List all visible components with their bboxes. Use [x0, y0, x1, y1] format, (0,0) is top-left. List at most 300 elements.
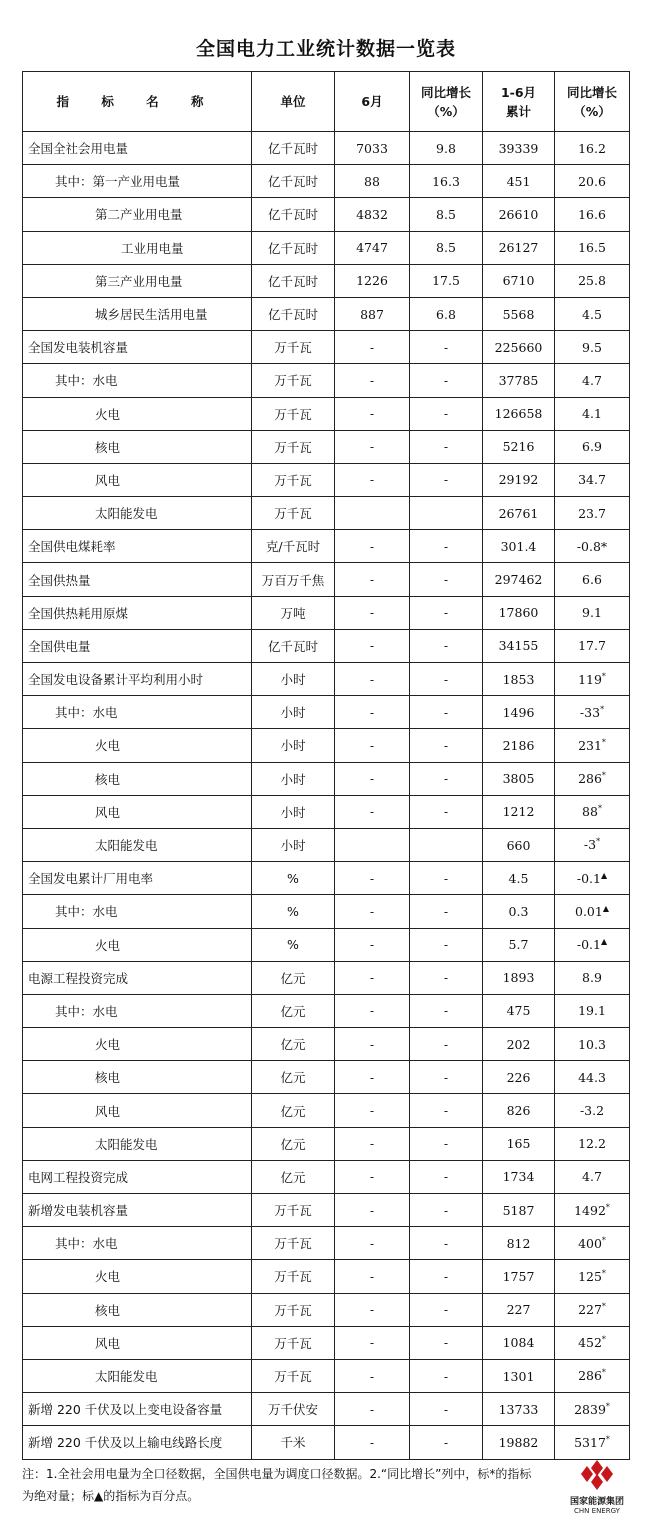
row-name: 全国供热耗用原煤	[23, 596, 252, 629]
row-ytd: 5568	[483, 297, 555, 330]
row-june: -	[335, 1426, 410, 1459]
row-yoy: -	[410, 1326, 483, 1359]
row-ytd-yoy: 6.6	[555, 563, 630, 596]
table-row	[23, 297, 630, 330]
row-name: 火电	[23, 1260, 252, 1293]
row-june: -	[335, 1227, 410, 1260]
row-mark: *	[605, 1434, 610, 1444]
row-ytd-yoy: -0.1▲	[555, 928, 630, 961]
row-name: 工业用电量	[23, 231, 252, 264]
row-unit: 亿千瓦时	[252, 231, 335, 264]
table-header-row	[23, 72, 630, 132]
row-yoy: -	[410, 961, 483, 994]
table-row	[23, 231, 630, 264]
row-name: 风电	[23, 1326, 252, 1359]
logo-text-cn: 国家能源集团	[569, 1497, 624, 1507]
row-ytd-yoy: 0.01▲	[555, 895, 630, 928]
row-unit: %	[252, 928, 335, 961]
row-unit: 亿元	[252, 1127, 335, 1160]
row-ytd-yoy: 227*	[555, 1293, 630, 1326]
row-name: 新增发电装机容量	[23, 1194, 252, 1227]
row-name: 其中：水电	[23, 994, 252, 1027]
row-june: -	[335, 1359, 410, 1392]
row-ytd: 2186	[483, 729, 555, 762]
row-name: 电源工程投资完成	[23, 961, 252, 994]
row-ytd: 660	[483, 828, 555, 861]
table-row	[23, 530, 630, 563]
table-row	[23, 994, 630, 1027]
row-name: 城乡居民生活用电量	[23, 297, 252, 330]
row-unit: 万百万千焦	[252, 563, 335, 596]
header-ytd: 1-6月 累计	[483, 72, 555, 132]
row-ytd-yoy: -0.1▲	[555, 862, 630, 895]
row-ytd-yoy: 44.3	[555, 1061, 630, 1094]
row-name: 新增 220 千伏及以上变电设备容量	[23, 1393, 252, 1426]
row-ytd-yoy: 6.9	[555, 430, 630, 463]
row-name: 核电	[23, 1293, 252, 1326]
row-ytd-yoy: 10.3	[555, 1028, 630, 1061]
header-yoy: 同比增长 （%）	[410, 72, 483, 132]
row-name: 全国全社会用电量	[23, 132, 252, 165]
row-ytd: 5187	[483, 1194, 555, 1227]
row-name: 核电	[23, 762, 252, 795]
row-ytd-yoy: 16.5	[555, 231, 630, 264]
footnote-line-2: 为绝对量；标▲的指标为百分点。	[22, 1489, 200, 1503]
chn-energy-logo	[562, 1458, 632, 1516]
row-june: -	[335, 1127, 410, 1160]
row-yoy: -	[410, 596, 483, 629]
row-ytd-yoy: 9.1	[555, 596, 630, 629]
row-yoy: 8.5	[410, 231, 483, 264]
row-yoy: -	[410, 1194, 483, 1227]
row-ytd: 29192	[483, 463, 555, 496]
row-unit: 亿元	[252, 1028, 335, 1061]
table-row	[23, 1260, 630, 1293]
row-mark: ▲	[600, 870, 608, 880]
row-ytd: 451	[483, 165, 555, 198]
row-mark: *	[601, 1335, 606, 1345]
row-ytd: 126658	[483, 397, 555, 430]
row-unit: 亿千瓦时	[252, 264, 335, 297]
table-row	[23, 663, 630, 696]
row-yoy: -	[410, 1393, 483, 1426]
row-june: -	[335, 530, 410, 563]
table-row	[23, 1393, 630, 1426]
row-june: -	[335, 762, 410, 795]
table-row	[23, 762, 630, 795]
row-name: 第二产业用电量	[23, 198, 252, 231]
row-unit: 亿千瓦时	[252, 132, 335, 165]
row-unit: 小时	[252, 663, 335, 696]
row-june: -	[335, 994, 410, 1027]
row-unit: 万千瓦	[252, 1293, 335, 1326]
row-name: 全国供电量	[23, 629, 252, 662]
table-row	[23, 165, 630, 198]
row-ytd: 37785	[483, 364, 555, 397]
row-ytd-yoy: 8.9	[555, 961, 630, 994]
row-unit: 万千瓦	[252, 364, 335, 397]
table-row	[23, 1194, 630, 1227]
row-yoy	[410, 497, 483, 530]
table-row	[23, 629, 630, 662]
header-name: 指 标 名 称	[23, 72, 252, 132]
row-yoy: -	[410, 1160, 483, 1193]
row-yoy: -	[410, 530, 483, 563]
row-unit: 克/千瓦时	[252, 530, 335, 563]
table-row	[23, 1359, 630, 1392]
row-ytd-yoy: -3.2	[555, 1094, 630, 1127]
row-ytd-yoy: 4.7	[555, 364, 630, 397]
row-june: -	[335, 1293, 410, 1326]
row-unit: 亿元	[252, 961, 335, 994]
table-row	[23, 1160, 630, 1193]
row-name: 电网工程投资完成	[23, 1160, 252, 1193]
row-ytd: 301.4	[483, 530, 555, 563]
row-yoy: -	[410, 994, 483, 1027]
row-ytd: 0.3	[483, 895, 555, 928]
row-ytd-yoy: 23.7	[555, 497, 630, 530]
row-name: 其中：第一产业用电量	[23, 165, 252, 198]
row-ytd: 225660	[483, 331, 555, 364]
table-row	[23, 928, 630, 961]
table-row	[23, 1094, 630, 1127]
row-name: 第三产业用电量	[23, 264, 252, 297]
row-ytd-yoy: 452*	[555, 1326, 630, 1359]
row-name: 全国供电煤耗率	[23, 530, 252, 563]
row-mark: *	[601, 1368, 606, 1378]
row-name: 全国发电累计厂用电率	[23, 862, 252, 895]
row-ytd: 826	[483, 1094, 555, 1127]
row-june	[335, 497, 410, 530]
row-yoy: -	[410, 1127, 483, 1160]
row-ytd: 6710	[483, 264, 555, 297]
row-unit: 万千瓦	[252, 1326, 335, 1359]
row-name: 风电	[23, 463, 252, 496]
row-yoy: -	[410, 364, 483, 397]
row-ytd-yoy: 20.6	[555, 165, 630, 198]
row-name: 太阳能发电	[23, 828, 252, 861]
row-ytd: 1757	[483, 1260, 555, 1293]
row-june: -	[335, 895, 410, 928]
row-mark: *	[601, 1268, 606, 1278]
row-mark: *	[597, 804, 602, 814]
table-row	[23, 961, 630, 994]
row-ytd-yoy: 12.2	[555, 1127, 630, 1160]
row-unit: 小时	[252, 795, 335, 828]
row-mark: *	[601, 1235, 606, 1245]
row-yoy: -	[410, 563, 483, 596]
table-row	[23, 198, 630, 231]
row-mark: *	[601, 771, 606, 781]
row-ytd: 5.7	[483, 928, 555, 961]
table-row	[23, 331, 630, 364]
table-row	[23, 1028, 630, 1061]
row-june: 4747	[335, 231, 410, 264]
row-unit: %	[252, 862, 335, 895]
row-june: -	[335, 663, 410, 696]
footnote	[22, 1463, 582, 1507]
row-june: -	[335, 596, 410, 629]
table-row	[23, 397, 630, 430]
row-ytd-yoy: 4.1	[555, 397, 630, 430]
row-june: -	[335, 862, 410, 895]
row-yoy: -	[410, 862, 483, 895]
row-name: 太阳能发电	[23, 1127, 252, 1160]
row-ytd-yoy: 1492*	[555, 1194, 630, 1227]
row-ytd-yoy: 119*	[555, 663, 630, 696]
row-unit: %	[252, 895, 335, 928]
table-row	[23, 1326, 630, 1359]
row-june: -	[335, 430, 410, 463]
row-ytd-yoy: 16.2	[555, 132, 630, 165]
row-june: 1226	[335, 264, 410, 297]
row-ytd: 13733	[483, 1393, 555, 1426]
row-june: -	[335, 463, 410, 496]
page-title: 全国电力工业统计数据一览表	[195, 38, 456, 60]
row-unit: 亿元	[252, 1160, 335, 1193]
row-ytd-yoy: 17.7	[555, 629, 630, 662]
table-row	[23, 430, 630, 463]
row-june: -	[335, 1061, 410, 1094]
row-ytd-yoy: 9.5	[555, 331, 630, 364]
header-unit: 单位	[252, 72, 335, 132]
row-yoy: -	[410, 397, 483, 430]
row-name: 火电	[23, 397, 252, 430]
table-row	[23, 895, 630, 928]
statistics-table	[22, 71, 630, 1460]
row-june: -	[335, 331, 410, 364]
row-name: 核电	[23, 1061, 252, 1094]
table-row	[23, 828, 630, 861]
row-yoy: -	[410, 629, 483, 662]
row-yoy: -	[410, 795, 483, 828]
row-yoy: -	[410, 331, 483, 364]
row-name: 风电	[23, 1094, 252, 1127]
row-ytd: 1212	[483, 795, 555, 828]
row-ytd: 227	[483, 1293, 555, 1326]
row-yoy: 8.5	[410, 198, 483, 231]
row-ytd: 1301	[483, 1359, 555, 1392]
table-row	[23, 264, 630, 297]
row-yoy: -	[410, 1094, 483, 1127]
row-unit: 千米	[252, 1426, 335, 1459]
table-row	[23, 1127, 630, 1160]
row-yoy: -	[410, 430, 483, 463]
row-ytd-yoy: -33*	[555, 696, 630, 729]
row-ytd-yoy: -3*	[555, 828, 630, 861]
table-row	[23, 1426, 630, 1459]
row-mark: *	[600, 704, 605, 714]
row-unit: 小时	[252, 762, 335, 795]
row-june: -	[335, 961, 410, 994]
row-ytd: 3805	[483, 762, 555, 795]
row-ytd-yoy: 400*	[555, 1227, 630, 1260]
row-ytd: 475	[483, 994, 555, 1027]
row-ytd-yoy: 34.7	[555, 463, 630, 496]
row-ytd-yoy: 4.5	[555, 297, 630, 330]
row-ytd: 1893	[483, 961, 555, 994]
row-ytd-yoy: -0.8*	[555, 530, 630, 563]
row-yoy: -	[410, 1426, 483, 1459]
row-june: -	[335, 729, 410, 762]
row-ytd: 812	[483, 1227, 555, 1260]
row-ytd-yoy: 4.7	[555, 1160, 630, 1193]
row-unit: 万千瓦	[252, 463, 335, 496]
row-name: 火电	[23, 1028, 252, 1061]
table-row	[23, 364, 630, 397]
row-unit: 小时	[252, 729, 335, 762]
row-june: 88	[335, 165, 410, 198]
row-yoy: -	[410, 895, 483, 928]
logo-text-en: CHN ENERGY	[574, 1507, 620, 1515]
row-name: 全国发电装机容量	[23, 331, 252, 364]
row-june: 4832	[335, 198, 410, 231]
row-mark: ▲	[602, 903, 609, 913]
row-unit: 万千瓦	[252, 331, 335, 364]
row-unit: 亿元	[252, 1094, 335, 1127]
row-june: -	[335, 629, 410, 662]
row-ytd-yoy: 5317*	[555, 1426, 630, 1459]
row-unit: 亿千瓦时	[252, 198, 335, 231]
row-mark: *	[605, 1401, 610, 1411]
row-ytd: 17860	[483, 596, 555, 629]
row-name: 其中：水电	[23, 1227, 252, 1260]
row-ytd-yoy: 286*	[555, 762, 630, 795]
row-yoy: 6.8	[410, 297, 483, 330]
row-ytd: 1084	[483, 1326, 555, 1359]
row-unit: 小时	[252, 696, 335, 729]
row-mark: *	[601, 671, 606, 681]
row-ytd-yoy: 25.8	[555, 264, 630, 297]
row-ytd-yoy: 231*	[555, 729, 630, 762]
row-unit: 亿元	[252, 1061, 335, 1094]
row-name: 新增 220 千伏及以上输电线路长度	[23, 1426, 252, 1459]
table-row	[23, 497, 630, 530]
row-unit: 万千瓦	[252, 397, 335, 430]
logo-mark-icon	[577, 1458, 617, 1492]
row-ytd: 4.5	[483, 862, 555, 895]
row-june: -	[335, 928, 410, 961]
row-unit: 万千瓦	[252, 1260, 335, 1293]
row-ytd: 26761	[483, 497, 555, 530]
row-ytd: 202	[483, 1028, 555, 1061]
row-yoy: 17.5	[410, 264, 483, 297]
row-ytd: 5216	[483, 430, 555, 463]
table-row	[23, 1227, 630, 1260]
row-mark: *	[605, 1202, 610, 1212]
row-june: -	[335, 364, 410, 397]
row-name: 太阳能发电	[23, 497, 252, 530]
row-june: 7033	[335, 132, 410, 165]
row-mark: ▲	[600, 937, 608, 947]
row-ytd-yoy: 88*	[555, 795, 630, 828]
row-june: -	[335, 1393, 410, 1426]
row-june: -	[335, 1094, 410, 1127]
row-june	[335, 828, 410, 861]
row-unit: 万千瓦	[252, 1227, 335, 1260]
table-row	[23, 729, 630, 762]
footnote-line-1: 注：1.全社会用电量为全口径数据，全国供电量为调度口径数据。2.“同比增长”列中，标*的指标	[22, 1467, 532, 1481]
row-unit: 小时	[252, 828, 335, 861]
row-unit: 万千伏安	[252, 1393, 335, 1426]
row-ytd: 165	[483, 1127, 555, 1160]
row-june: 887	[335, 297, 410, 330]
row-unit: 亿千瓦时	[252, 165, 335, 198]
row-name: 太阳能发电	[23, 1359, 252, 1392]
row-yoy: 16.3	[410, 165, 483, 198]
row-yoy: -	[410, 463, 483, 496]
row-ytd: 226	[483, 1061, 555, 1094]
row-name: 核电	[23, 430, 252, 463]
row-yoy: -	[410, 1028, 483, 1061]
row-ytd: 297462	[483, 563, 555, 596]
row-mark: *	[601, 1302, 606, 1312]
row-ytd-yoy: 125*	[555, 1260, 630, 1293]
table-row	[23, 596, 630, 629]
row-unit: 万千瓦	[252, 497, 335, 530]
row-ytd: 26610	[483, 198, 555, 231]
row-june: -	[335, 1326, 410, 1359]
row-yoy: 9.8	[410, 132, 483, 165]
table-row	[23, 696, 630, 729]
row-unit: 亿千瓦时	[252, 297, 335, 330]
table-row	[23, 132, 630, 165]
row-unit: 万吨	[252, 596, 335, 629]
row-yoy	[410, 828, 483, 861]
row-yoy: -	[410, 729, 483, 762]
row-unit: 万千瓦	[252, 1194, 335, 1227]
row-june: -	[335, 563, 410, 596]
row-name: 其中：水电	[23, 696, 252, 729]
row-yoy: -	[410, 1227, 483, 1260]
row-mark: *	[601, 737, 606, 747]
row-name: 全国发电设备累计平均利用小时	[23, 663, 252, 696]
row-yoy: -	[410, 928, 483, 961]
row-name: 火电	[23, 928, 252, 961]
row-name: 其中：水电	[23, 895, 252, 928]
row-name: 全国供热量	[23, 563, 252, 596]
row-ytd: 34155	[483, 629, 555, 662]
row-ytd: 26127	[483, 231, 555, 264]
row-name: 风电	[23, 795, 252, 828]
row-ytd: 1853	[483, 663, 555, 696]
row-yoy: -	[410, 1061, 483, 1094]
row-june: -	[335, 397, 410, 430]
table-row	[23, 795, 630, 828]
row-unit: 万千瓦	[252, 430, 335, 463]
row-june: -	[335, 1194, 410, 1227]
row-unit: 万千瓦	[252, 1359, 335, 1392]
row-yoy: -	[410, 1260, 483, 1293]
row-yoy: -	[410, 696, 483, 729]
row-name: 火电	[23, 729, 252, 762]
table-row	[23, 1293, 630, 1326]
row-june: -	[335, 1260, 410, 1293]
table-row	[23, 862, 630, 895]
row-june: -	[335, 1160, 410, 1193]
row-ytd: 39339	[483, 132, 555, 165]
row-unit: 亿元	[252, 994, 335, 1027]
row-ytd-yoy: 2839*	[555, 1393, 630, 1426]
row-yoy: -	[410, 1359, 483, 1392]
row-name: 其中：水电	[23, 364, 252, 397]
row-ytd-yoy: 16.6	[555, 198, 630, 231]
row-ytd-yoy: 19.1	[555, 994, 630, 1027]
table-row	[23, 1061, 630, 1094]
row-yoy: -	[410, 663, 483, 696]
row-ytd-yoy: 286*	[555, 1359, 630, 1392]
header-ytd-yoy: 同比增长 （%）	[555, 72, 630, 132]
